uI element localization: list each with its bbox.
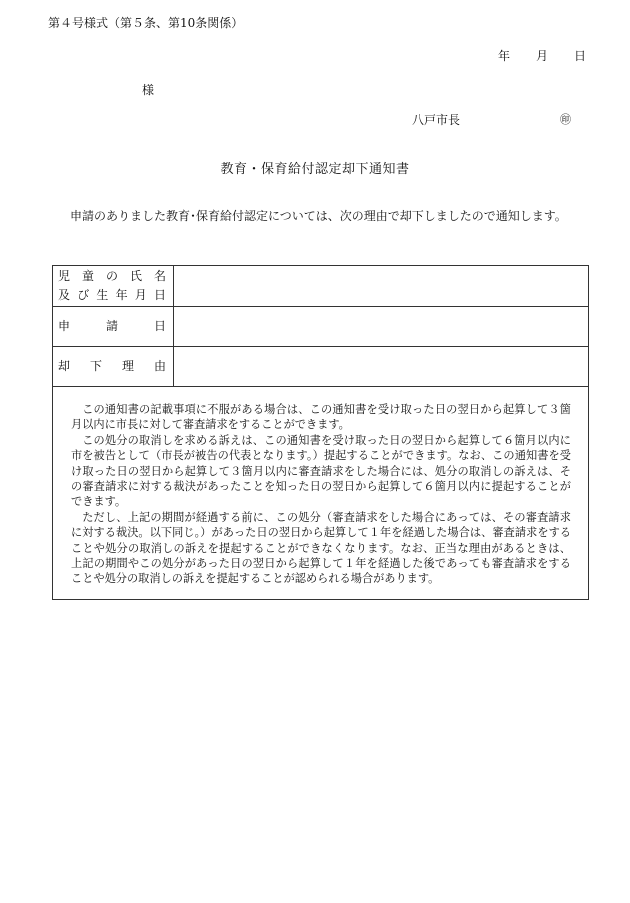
label-birthdate: 及び生年月日 — [58, 288, 166, 302]
date-line — [498, 47, 586, 64]
issuer-name: 八戸市長 — [412, 113, 461, 127]
table-row-application-date — [53, 307, 588, 347]
application-date-value[interactable] — [174, 307, 588, 346]
seal-mark: ㊞ — [560, 113, 571, 126]
date-day-label: 日 — [574, 49, 587, 63]
intro-text: 申請のありました教育･保育給付認定については、次の理由で却下しましたので通知します。 — [70, 209, 567, 223]
table-row-child-name — [53, 266, 588, 307]
appeal-notice — [71, 402, 571, 587]
date-month-label: 月 — [536, 49, 549, 63]
label-rejection-reason: 却下理由 — [58, 359, 166, 373]
rejection-reason-value[interactable] — [174, 347, 588, 386]
recipient-suffix: 様 — [142, 83, 155, 97]
notice-paragraph: ただし、上記の期間が経過する前に、この処分（審査請求をした場合にあっては、その審査請求に対する裁決。以下同じ。）があった日の翌日から起算して１年を経過した場合は、審査請求をすることや処分の取消しの訴えを提起することができなくなります。なお、正当な理由があるときは、上記の期間やこの処分があった日の翌日から起算して１年を経過した後であっても審査請求をすることや処分の取消しの訴えを提起することが認められる場合があります。 — [71, 510, 571, 586]
notice-paragraph: この通知書の記載事項に不服がある場合は、この通知書を受け取った日の翌日から起算して３箇月以内に市長に対して審査請求をすることができます。 — [71, 403, 571, 432]
label-cell — [53, 347, 174, 386]
label-application-date: 申請日 — [58, 319, 166, 333]
label-cell — [53, 307, 174, 346]
document-title: 教育・保育給付認定却下通知書 — [220, 162, 410, 177]
form-table — [52, 265, 589, 600]
table-row-rejection-reason — [53, 347, 588, 387]
label-cell — [53, 266, 174, 306]
child-name-value[interactable] — [174, 266, 588, 306]
date-year-label: 年 — [498, 49, 511, 63]
form-number: 第４号様式（第５条、第10条関係） — [48, 16, 244, 30]
label-child-name: 児童の氏名 — [58, 269, 166, 283]
notice-paragraph: この処分の取消しを求める訴えは、この通知書を受け取った日の翌日から起算して６箇月以内に市を被告として（市長が被告の代表となります。）提起することができます。なお、この通知書を受け取った日の翌日から起算して３箇月以内に審査請求をした場合には、処分の取消しの訴えは、その審査請求に対する裁決があったことを知った日の翌日から起算して６箇月以内に提起することができます。 — [71, 433, 571, 509]
